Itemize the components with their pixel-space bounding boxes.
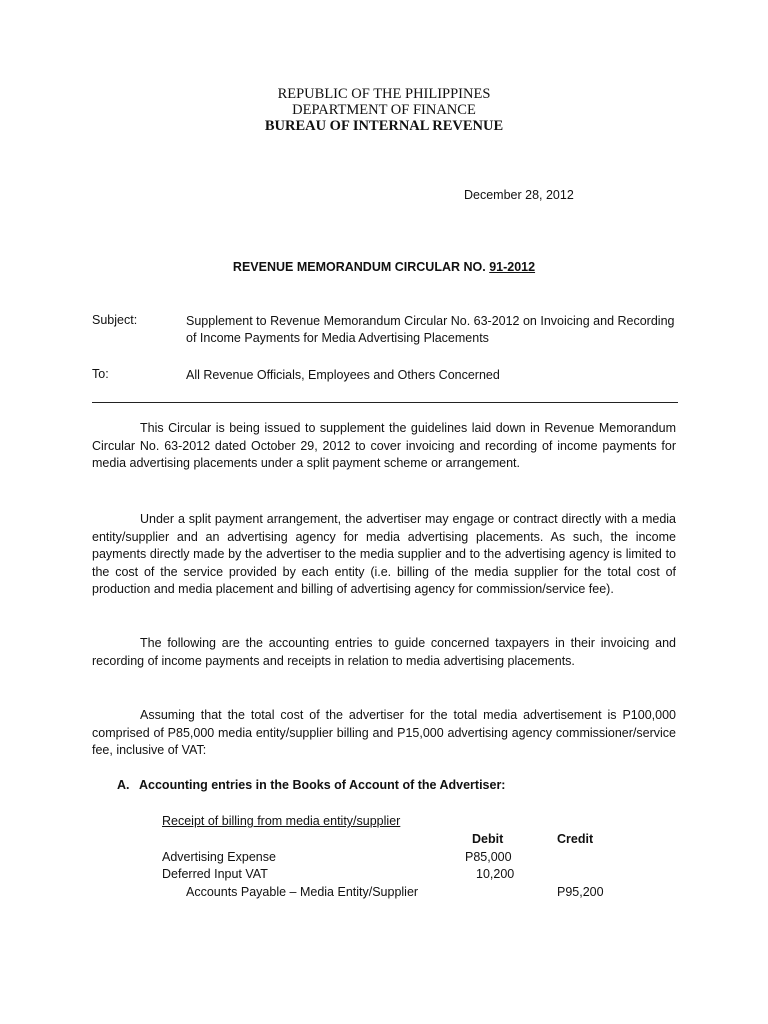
header-republic: REPUBLIC OF THE PHILIPPINES [277, 86, 491, 102]
section-a-heading [117, 778, 505, 792]
entry-row-credit: P95,200 [557, 885, 604, 899]
header-department: DEPARTMENT OF FINANCE [292, 102, 476, 118]
memo-title-prefix: REVENUE MEMORANDUM CIRCULAR NO. [232, 260, 486, 274]
paragraph-3: The following are the accounting entries to guide concerned taxpayers in their invoicing and recording of income payments and receipts in relation to media advertising placements. [92, 636, 676, 668]
to-label: To: [92, 367, 109, 381]
entry-row-debit: 10,200 [476, 867, 515, 881]
entry-row-account: Deferred Input VAT [162, 867, 268, 881]
paragraph-4: Assuming that the total cost of the advertiser for the total media advertisement is P100,000 comprised of P85,000 media entity/supplier billing and P15,000 advertising agency commissioner/service fee, inclusive of VAT: [92, 708, 676, 757]
entry-row-debit: P85,000 [465, 850, 512, 864]
debit-column-header: Debit [472, 832, 504, 846]
entry-row-account: Advertising Expense [162, 850, 276, 864]
entries-subheading: Receipt of billing from media entity/supplier [162, 814, 401, 828]
subject-text: Supplement to Revenue Memorandum Circular No. 63-2012 on Invoicing and Recording of Income Payments for Media Advertising Placements [186, 314, 675, 345]
divider-line [92, 402, 678, 403]
entry-row-account: Accounts Payable – Media Entity/Supplier [186, 885, 419, 899]
memo-date: December 28, 2012 [464, 188, 574, 202]
header-bureau: BUREAU OF INTERNAL REVENUE [264, 118, 504, 134]
memo-title [0, 260, 768, 274]
paragraph-1: This Circular is being issued to supplement the guidelines laid down in Revenue Memorandum Circular No. 63-2012 dated October 29, 2012 to cover invoicing and recording of income payments for media advertising placements under a split payment scheme or arrangement. [92, 421, 676, 470]
section-a-text: Accounting entries in the Books of Account of the Advertiser: [139, 778, 506, 792]
subject-label: Subject: [92, 313, 138, 327]
paragraph-2: Under a split payment arrangement, the advertiser may engage or contract directly with a media entity/supplier and an advertising agency for media advertising placements. As such, the income payments directly made by the advertiser to the media supplier and to the advertising agency is limited to the cost of the service provided by each entity (i.e. billing of the media supplier for the total cost of production and media placement and billing of advertising agency for commission/service fee). [92, 512, 676, 596]
memo-number: 91-2012 [489, 260, 536, 274]
credit-column-header: Credit [557, 832, 594, 846]
section-a-letter: A. [117, 778, 130, 792]
to-text: All Revenue Officials, Employees and Others Concerned [186, 368, 500, 382]
